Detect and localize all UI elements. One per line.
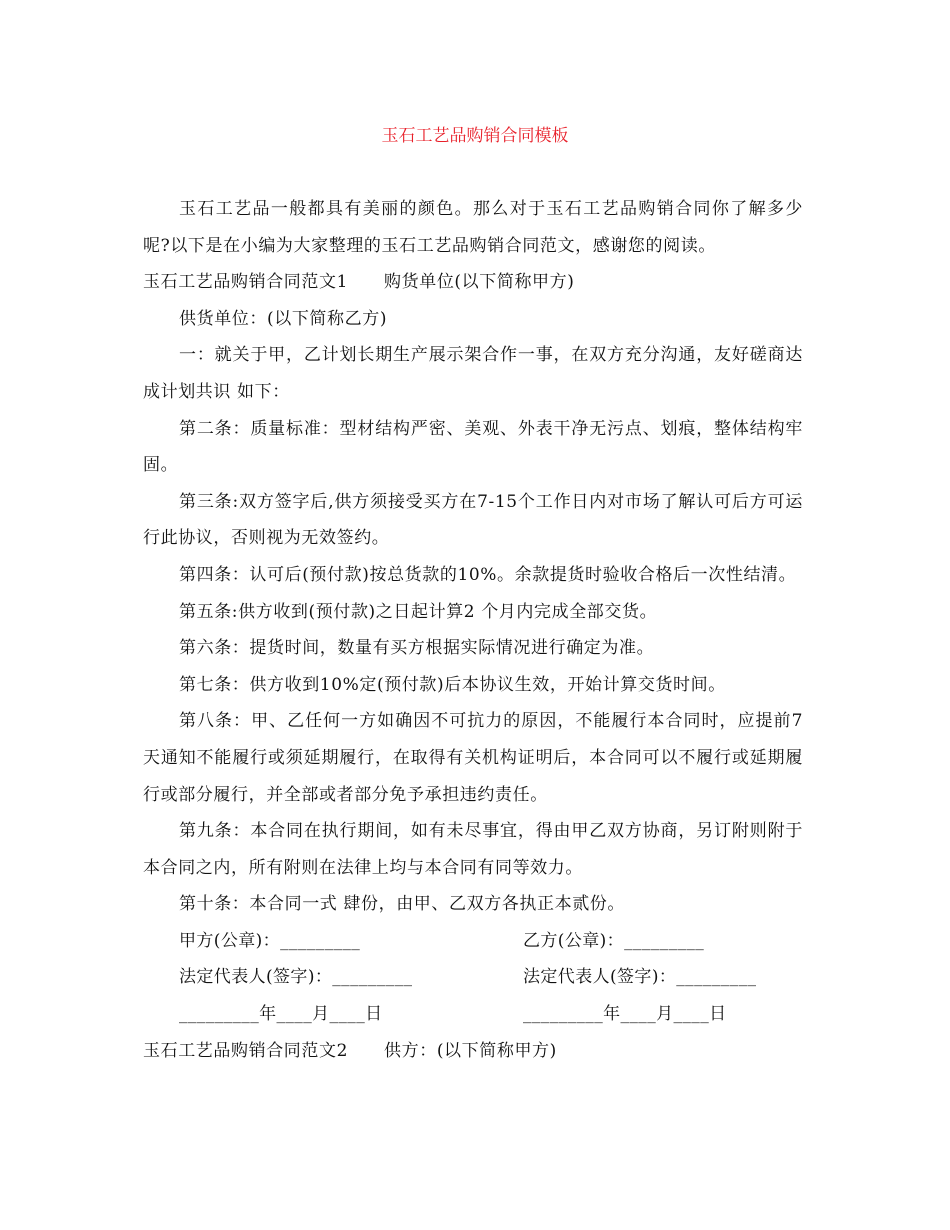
clause-5: 第五条:供方收到(预付款)之日起计算2 个月内完成全部交货。 (179, 601, 658, 622)
sample2-line (143, 1033, 803, 1070)
signature-rep-row (143, 959, 803, 996)
clause-3: 第三条:双方签字后,供方须接受买方在7-15个工作日内对市场了解认可后方可运行此协议，否则视为无效签约。 (143, 491, 803, 549)
sample2-heading: 玉石工艺品购销合同范文2 (143, 1040, 349, 1061)
clause-10: 第十条：本合同一式 肆份，由甲、乙双方各执正本贰份。 (179, 894, 626, 915)
clause-4: 第四条：认可后(预付款)按总货款的10%。余款提货时验收合格后一次性结清。 (179, 564, 797, 585)
signature-seal-row (143, 923, 803, 960)
sample2-supplier: 供方：(以下简称甲方) (384, 1040, 557, 1061)
party-a-seal: 甲方(公章)：_________ (179, 930, 361, 951)
party-b-representative: 法定代表人(签字)：_________ (523, 967, 757, 988)
clause-7: 第七条：供方收到10%定(预付款)后本协议生效，开始计算交货时间。 (179, 674, 726, 695)
party-b-date: _________年____月____日 (523, 1004, 727, 1025)
clause-6: 第六条：提货时间，数量有买方根据实际情况进行确定为准。 (179, 638, 655, 659)
document-title: 玉石工艺品购销合同模板 (381, 126, 569, 146)
sample1-buyer: 购货单位(以下简称甲方) (384, 272, 575, 293)
supplier-paragraph: 供货单位：(以下简称乙方) (179, 308, 388, 329)
intro-paragraph: 玉石工艺品一般都具有美丽的颜色。那么对于玉石工艺品购销合同你了解多少呢?以下是在小编为大家整理的玉石工艺品购销合同范文，感谢您的阅读。 (143, 199, 803, 256)
document-body (143, 191, 803, 1069)
clause-9: 第九条：本合同在执行期间，如有未尽事宜，得由甲乙双方协商，另订附则附于本合同之内，所有附则在法律上均与本合同有同等效力。 (143, 821, 803, 878)
clause-1: 一：就关于甲，乙计划长期生产展示架合作一事，在双方充分沟通，友好磋商达成计划共识 如下： (143, 345, 803, 402)
clause-2: 第二条：质量标准：型材结构严密、美观、外表干净无污点、划痕，整体结构牢固。 (143, 418, 803, 476)
sample1-line (143, 264, 803, 301)
party-a-representative: 法定代表人(签字)：_________ (179, 967, 413, 988)
party-a-date: _________年____月____日 (179, 1004, 383, 1025)
signature-date-row (143, 996, 803, 1033)
party-b-seal: 乙方(公章)：_________ (523, 930, 705, 951)
sample1-heading: 玉石工艺品购销合同范文1 (143, 272, 349, 293)
clause-8: 第八条：甲、乙任何一方如确因不可抗力的原因，不能履行本合同时，应提前7天通知不能履行或须延期履行，在取得有关机构证明后，本合同可以不履行或延期履行或部分履行，并全部或者部分免予承担违约责任。 (143, 711, 803, 805)
